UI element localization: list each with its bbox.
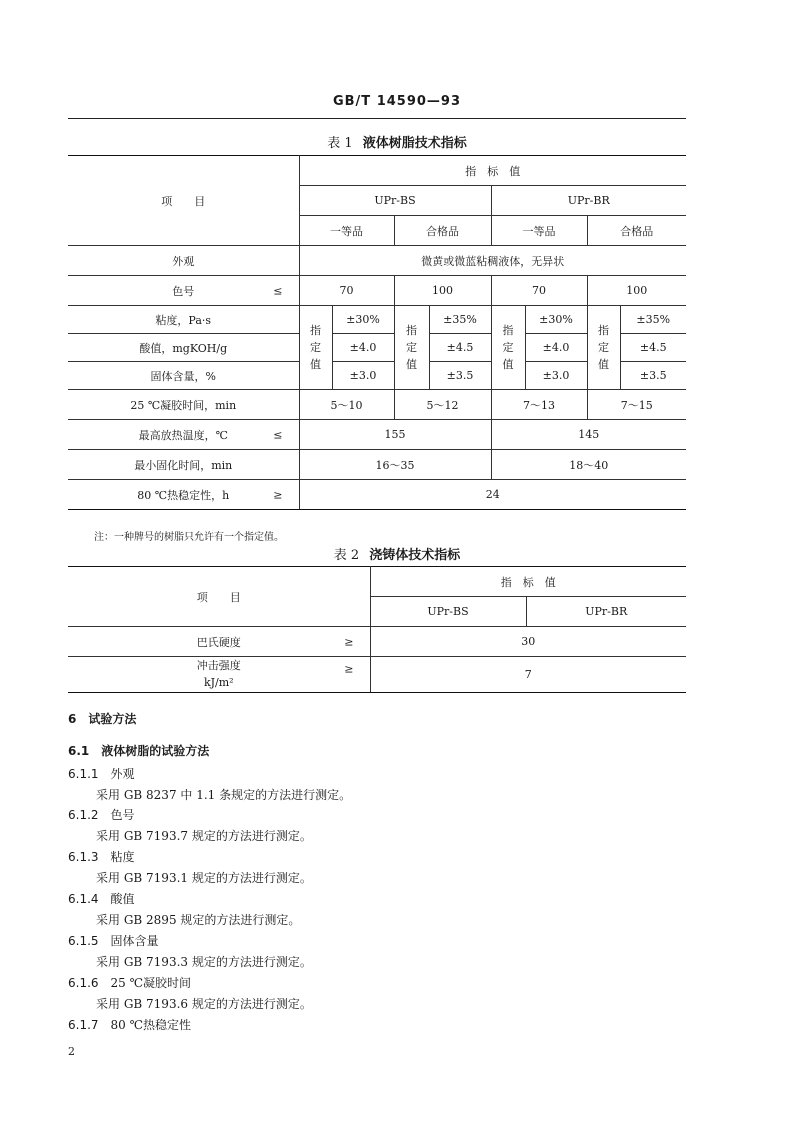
specified-value-br-first: 指 定 值: [491, 306, 525, 390]
row-gel-v3: 7～13: [491, 390, 587, 420]
item-6-1-5: 6.1.5 固体含量: [68, 934, 159, 948]
row-viscosity-v2: ±35%: [429, 306, 491, 334]
row-viscosity-v3: ±30%: [525, 306, 587, 334]
row-barcol-text: 巴氏硬度: [196, 635, 241, 649]
item-6-1-7: 6.1.7 80 ℃热稳定性: [68, 1018, 192, 1032]
table1-class-bs-first: 一等品: [299, 216, 394, 246]
row-viscosity-label: 粘度，Pa·s: [68, 306, 299, 334]
row-color-label: [68, 276, 299, 306]
table1-class-br-first: 一等品: [491, 216, 587, 246]
item-6-1-4-text: 采用 GB 2895 规定的方法进行测定。: [96, 913, 301, 927]
less-equal-symbol: ≤: [273, 428, 283, 441]
row-exotherm-br: 145: [491, 420, 686, 450]
row-stability-value: 24: [299, 480, 686, 510]
table2-grade-br: UPr-BR: [526, 597, 686, 627]
item-6-1-2-text: 采用 GB 7193.7 规定的方法进行测定。: [96, 829, 312, 843]
row-color-v4: 100: [587, 276, 686, 306]
row-color-v2: 100: [394, 276, 491, 306]
item-6-1-3: 6.1.3 粘度: [68, 850, 135, 864]
row-gel-label: 25 ℃凝胶时间，min: [68, 390, 299, 420]
item-6-1-6-text: 采用 GB 7193.6 规定的方法进行测定。: [96, 997, 312, 1011]
greater-equal-symbol: ≥: [273, 488, 283, 501]
row-acid-v1: ±4.0: [332, 334, 394, 362]
header-rule: [68, 118, 686, 119]
row-appearance-value: 微黄或微蓝粘稠液体，无异状: [299, 246, 686, 276]
row-color-v1: 70: [299, 276, 394, 306]
row-acid-v4: ±4.5: [620, 334, 686, 362]
row-impact-value: 7: [370, 657, 686, 693]
row-solid-v4: ±3.5: [620, 362, 686, 390]
row-acid-v3: ±4.0: [525, 334, 587, 362]
row-gel-v2: 5～12: [394, 390, 491, 420]
row-viscosity-v4: ±35%: [620, 306, 686, 334]
specified-value-br-pass: 指 定 值: [587, 306, 620, 390]
row-impact-text: 冲击强度: [196, 659, 241, 672]
table1-grade-bs: UPr-BS: [299, 186, 491, 216]
less-equal-symbol: ≤: [273, 284, 283, 297]
row-acid-label: 酸值，mgKOH/g: [68, 334, 299, 362]
greater-equal-symbol: ≥: [344, 635, 354, 648]
row-acid-v2: ±4.5: [429, 334, 491, 362]
table2-head-index: 指 标 值: [370, 567, 686, 597]
row-impact-label: [68, 657, 370, 693]
row-cure-label: 最小固化时间，min: [68, 450, 299, 480]
table1-grade-br: UPr-BR: [491, 186, 686, 216]
table1-head-index: 指 标 值: [299, 156, 686, 186]
table1-head-item: 项 目: [68, 156, 299, 246]
table1-note: 注：一种牌号的树脂只允许有一个指定值。: [94, 532, 284, 543]
table1-caption-number: 表 1: [327, 136, 353, 151]
table1-class-bs-pass: 合格品: [394, 216, 491, 246]
row-cure-br: 18～40: [491, 450, 686, 480]
table1: [68, 155, 686, 510]
table2-caption: [0, 544, 794, 563]
greater-equal-symbol: ≥: [344, 662, 354, 676]
table2-caption-number: 表 2: [333, 548, 360, 563]
row-gel-v4: 7～15: [587, 390, 686, 420]
table2-grade-bs: UPr-BS: [370, 597, 526, 627]
table2-head-item: 项 目: [68, 567, 370, 627]
row-solid-v1: ±3.0: [332, 362, 394, 390]
row-solid-v2: ±3.5: [429, 362, 491, 390]
item-6-1-3-text: 采用 GB 7193.1 规定的方法进行测定。: [96, 871, 312, 885]
row-color-v3: 70: [491, 276, 587, 306]
item-6-1-1-text: 采用 GB 8237 中 1.1 条规定的方法进行测定。: [96, 788, 352, 802]
row-exotherm-text: 最高放热温度，℃: [138, 428, 228, 442]
row-stability-label: [68, 480, 299, 510]
table2: [68, 566, 686, 693]
row-gel-v1: 5～10: [299, 390, 394, 420]
item-6-1-4: 6.1.4 酸值: [68, 892, 135, 906]
row-appearance-label: 外观: [68, 246, 299, 276]
item-6-1-5-text: 采用 GB 7193.3 规定的方法进行测定。: [96, 955, 312, 969]
row-color-text: 色号: [172, 284, 195, 298]
item-6-1-2: 6.1.2 色号: [68, 808, 135, 822]
row-barcol-value: 30: [370, 627, 686, 657]
section-6-title: 6 试验方法: [68, 712, 137, 726]
row-solid-label: 固体含量，%: [68, 362, 299, 390]
row-exotherm-bs: 155: [299, 420, 491, 450]
table1-caption: [0, 132, 794, 151]
table1-caption-title: 液体树脂技术指标: [362, 136, 467, 151]
table1-class-br-pass: 合格品: [587, 216, 686, 246]
row-solid-v3: ±3.0: [525, 362, 587, 390]
item-6-1-1: 6.1.1 外观: [68, 767, 135, 781]
specified-value-bs-first: 指 定 值: [299, 306, 332, 390]
standard-header: GB/T 14590—93: [332, 94, 462, 109]
item-6-1-6: 6.1.6 25 ℃凝胶时间: [68, 976, 192, 990]
row-cure-bs: 16～35: [299, 450, 491, 480]
row-exotherm-label: [68, 420, 299, 450]
page-number: 2: [68, 1045, 75, 1058]
row-viscosity-v1: ±30%: [332, 306, 394, 334]
section-6-1-title: 6.1 液体树脂的试验方法: [68, 744, 210, 758]
specified-value-bs-pass: 指 定 值: [394, 306, 429, 390]
row-barcol-label: [68, 627, 370, 657]
row-impact-unit: kJ/m²: [203, 675, 234, 689]
row-stability-text: 80 ℃热稳定性，h: [137, 488, 230, 502]
table2-caption-title: 浇铸体技术指标: [369, 548, 461, 563]
